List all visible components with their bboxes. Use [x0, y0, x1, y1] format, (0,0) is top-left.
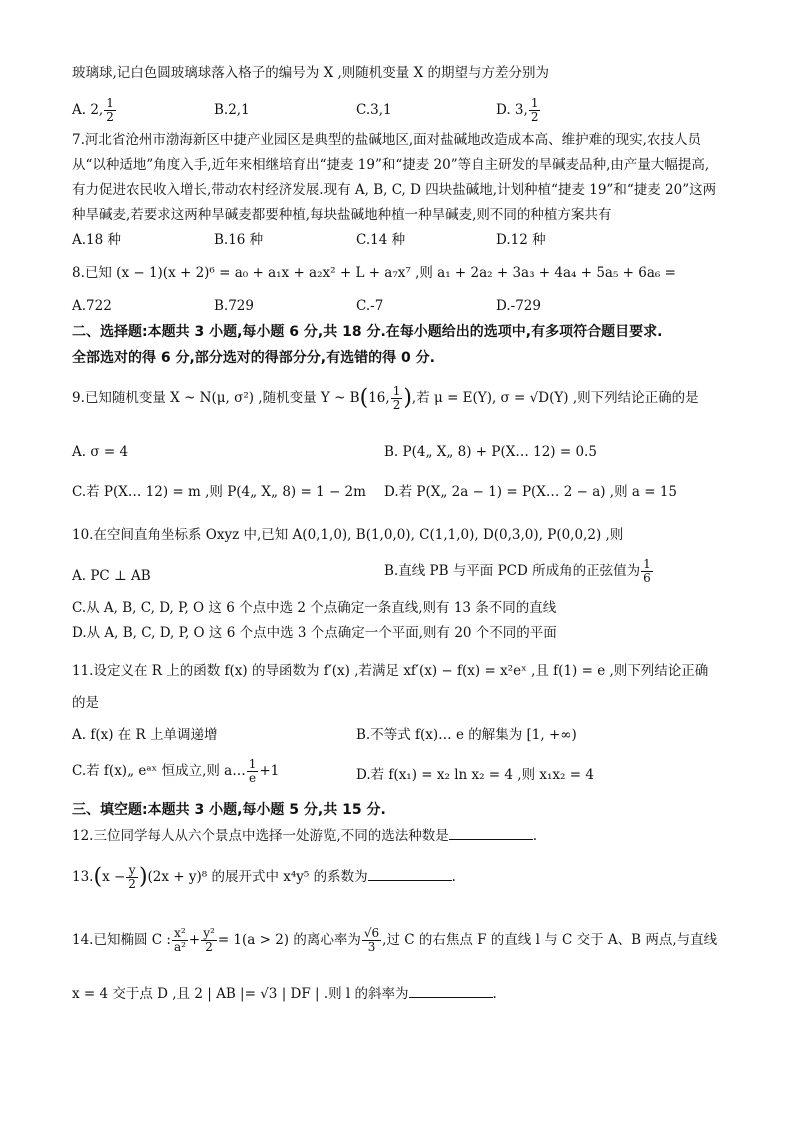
q10-option-a: A. PC ⊥ AB — [72, 568, 151, 584]
q13-fraction — [126, 864, 138, 891]
q6-option-b: B.2,1 — [214, 102, 250, 118]
q14-fraction-3 — [362, 927, 381, 954]
q7-line-1: 7.河北省沧州市渤海新区中捷产业园区是典型的盐碱地区,面对盐碱地改造成本高、维护难的现实,农技人员 — [72, 132, 701, 148]
q14-stem — [72, 920, 717, 960]
q9-option-c: C.若 P(X… 12) = m ,则 P(4„ X„ 8) = 1 − 2m — [72, 484, 366, 500]
q11-options-row-1 — [72, 725, 732, 745]
q7-option-b: B.16 种 — [214, 232, 264, 248]
q13-answer-blank[interactable] — [368, 868, 452, 881]
q14-fraction-1 — [172, 927, 188, 954]
frac-den: 2 — [530, 110, 539, 124]
q9-paren-right: ) — [403, 385, 412, 411]
q6-option-d-text: D. 3, — [496, 102, 528, 118]
q14-fraction-2 — [201, 927, 217, 954]
q11-option-c-suffix: +1 — [259, 763, 280, 779]
q13-paren-right: ) — [138, 864, 148, 890]
q9-stem-b: 16, — [368, 390, 390, 406]
q9-option-d: D.若 P(X„ 2a − 1) = P(X… 2 − a) ,则 a = 15 — [384, 484, 677, 500]
q6-options — [72, 92, 732, 126]
frac-den: 3 — [367, 940, 376, 954]
frac-num: 1 — [106, 96, 114, 110]
q7-line-4: 种旱碱麦,若要求这两种旱碱麦都要种植,每块盐碱地种植一种旱碱麦,则不同的种植方案共有 — [72, 207, 612, 223]
q13-stem-a: 13. — [72, 869, 94, 885]
q13-stem — [72, 858, 456, 896]
q12-end: . — [532, 828, 538, 844]
q11-options-row-2 — [72, 758, 732, 792]
frac-den: 2 — [392, 398, 401, 412]
q8-option-d: D.-729 — [496, 298, 541, 314]
frac-den: 2 — [128, 877, 136, 891]
q8-option-c: C.-7 — [356, 298, 384, 314]
q14-end: . — [492, 986, 497, 1002]
q11-option-d: D.若 f(x₁) = x₂ ln x₂ = 4 ,则 x₁x₂ = 4 — [356, 767, 594, 783]
frac-den: 6 — [643, 571, 651, 585]
q8-options — [72, 296, 732, 316]
q7-options — [72, 230, 732, 250]
q6-option-a-fraction — [104, 97, 116, 124]
q12-stem — [72, 826, 537, 846]
frac-num: 1 — [530, 96, 539, 110]
q7-option-d: D.12 种 — [496, 232, 546, 248]
q7-line-3: 有力促进农民收入增长,带动农村经济发展.现有 A, B, C, D 四块盐碱地,计划种植“捷麦 19”和“捷麦 20”这两 — [72, 182, 717, 198]
frac-num: x² — [172, 927, 188, 941]
q9-fraction — [391, 385, 403, 412]
frac-num: 1 — [643, 557, 651, 571]
section-2-heading-cont: 全部选对的得 6 分,部分选对的得部分分,有选错的得 0 分. — [72, 350, 435, 366]
q8-option-a: A.722 — [72, 298, 112, 314]
q6-option-c: C.3,1 — [356, 102, 392, 118]
q14-line-2-text: x = 4 交于点 D ,且 2 | AB |= √3 | DF | .则 l 的斜率为 — [72, 986, 409, 1002]
q9-option-a: A. σ = 4 — [72, 444, 129, 460]
q8-stem: 8.已知 (x − 1)(x + 2)⁶ = a₀ + a₁x + a₂x² + L + a₇x⁷ ,则 a₁ + 2a₂ + 3a₃ + 4a₄ + 5a₅ + 6a₆ = — [72, 265, 676, 281]
frac-num: y — [126, 864, 138, 878]
q13-stem-b: x − — [102, 869, 126, 885]
q14-plus: + — [188, 932, 201, 948]
q6-option-a-text: A. 2, — [72, 102, 104, 118]
q11-line-1: 11.设定义在 R 上的函数 f(x) 的导函数为 f′(x) ,若满足 xf′(x) − f(x) = x²eˣ ,且 f(1) = e ,则下列结论正确 — [72, 663, 709, 679]
q9-paren-left: ( — [359, 385, 369, 411]
q6-option-d-fraction — [529, 97, 541, 124]
q9-options-row-1 — [72, 442, 732, 462]
q7-option-c: C.14 种 — [356, 232, 406, 248]
q11-option-c-fraction — [247, 758, 259, 785]
q10-stem: 10.在空间直角坐标系 Oxyz 中,已知 A(0,1,0), B(1,0,0), C(1,1,0), D(0,3,0), P(0,0,2) ,则 — [72, 527, 624, 543]
frac-num: y² — [203, 926, 215, 940]
q14-stem-c: ,过 C 的右焦点 F 的直线 l 与 C 交于 A、B 两点,与直线 — [382, 932, 718, 948]
q10-option-b — [384, 558, 654, 585]
q7-line-2: 从“以种适地”角度入手,近年来相继培育出“捷麦 19”和“捷麦 20”等自主研发的旱碱麦品种,由产量大幅提高, — [72, 157, 710, 173]
q9-options-row-2 — [72, 482, 732, 502]
q6-option-a — [72, 97, 117, 124]
q13-stem-c: (2x + y)⁸ 的展开式中 x⁴y⁵ 的系数为 — [147, 869, 368, 885]
q6-stem: 玻璃球,记白色圆玻璃球落入格子的编号为 X ,则随机变量 X 的期望与方差分别为 — [72, 65, 549, 81]
q9-stem-a: 9.已知随机变量 X ~ N(μ, σ²) ,随机变量 Y ~ B — [72, 390, 360, 406]
q8-option-b: B.729 — [214, 298, 254, 314]
q10-option-c: C.从 A, B, C, D, P, O 这 6 个点中选 2 个点确定一条直线,则有 13 条不同的直线 — [72, 600, 557, 616]
frac-num: 1 — [392, 384, 401, 398]
q10-option-d: D.从 A, B, C, D, P, O 这 6 个点中选 3 个点确定一个平面,则有 20 个不同的平面 — [72, 625, 557, 641]
q12-answer-blank[interactable] — [449, 827, 533, 840]
frac-num: √6 — [363, 926, 380, 940]
frac-den: a² — [173, 940, 186, 954]
frac-num: 1 — [248, 757, 257, 771]
frac-den: 2 — [106, 110, 114, 124]
q14-stem-a: 14.已知椭圆 C : — [72, 932, 171, 948]
q7-option-a: A.18 种 — [72, 232, 122, 248]
frac-den: 2 — [205, 940, 213, 954]
q10-option-b-fraction — [641, 558, 653, 585]
q9-option-b: B. P(4„ X„ 8) + P(X… 12) = 0.5 — [384, 444, 597, 460]
section-3-heading: 三、填空题:本题共 3 小题,每小题 5 分,共 15 分. — [72, 802, 386, 818]
q13-end: . — [451, 869, 456, 885]
q6-option-d — [496, 97, 541, 124]
q9-stem-c: ,若 μ = E(Y), σ = √D(Y) ,则下列结论正确的是 — [411, 390, 699, 406]
q12-stem-text: 12.三位同学每人从六个景点中选择一处游览,不同的选法种数是 — [72, 828, 449, 844]
q14-answer-blank[interactable] — [409, 985, 493, 998]
q11-option-c-text: C.若 f(x)„ eᵃˣ 恒成立,则 a… — [72, 763, 246, 779]
q10-options-row-1 — [72, 558, 732, 592]
section-2-heading: 二、选择题:本题共 3 小题,每小题 6 分,共 18 分.在每小题给出的选项中,有多项符合题目要求. — [72, 324, 663, 340]
q11-option-b: B.不等式 f(x)… e 的解集为 [1, +∞) — [356, 727, 577, 743]
q9-stem — [72, 380, 699, 416]
q11-option-c — [72, 758, 279, 785]
q14-line-2 — [72, 984, 497, 1004]
q14-stem-b: = 1(a > 2) 的离心率为 — [217, 932, 361, 948]
q11-option-a: A. f(x) 在 R 上单调递增 — [72, 727, 218, 743]
q13-paren-left: ( — [93, 864, 103, 890]
q10-option-b-text: B.直线 PB 与平面 PCD 所成角的正弦值为 — [384, 563, 641, 579]
q11-line-2: 的是 — [72, 695, 99, 711]
frac-den: e — [248, 771, 257, 785]
